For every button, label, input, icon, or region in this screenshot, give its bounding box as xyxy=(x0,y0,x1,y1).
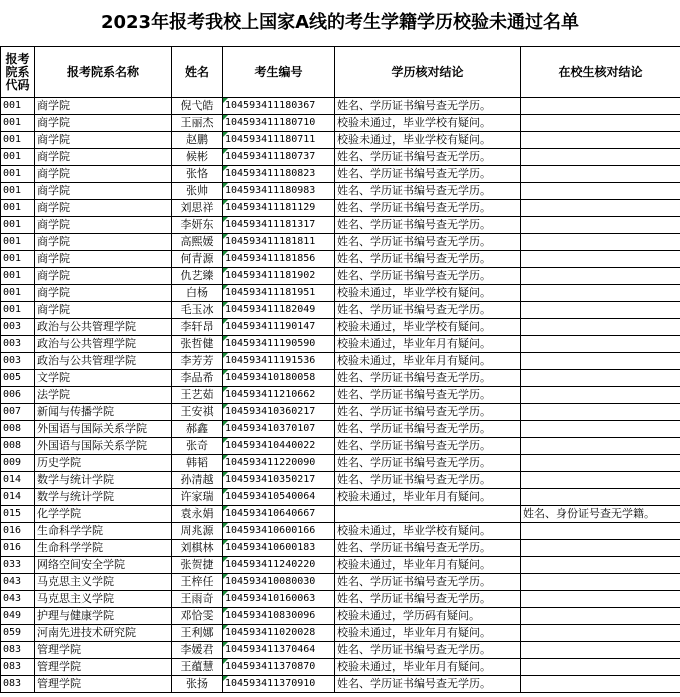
cell-edu-result[interactable]: 姓名、学历证书编号查无学历。 xyxy=(335,540,521,557)
table-row[interactable] xyxy=(1,676,680,693)
cell-school-result[interactable] xyxy=(521,200,680,217)
table-row[interactable] xyxy=(1,523,680,540)
cell-code[interactable]: 083 xyxy=(1,659,35,676)
cell-id[interactable]: 104593411180367 xyxy=(223,98,335,115)
cell-code[interactable]: 016 xyxy=(1,523,35,540)
cell-college[interactable]: 商学院 xyxy=(35,234,172,251)
cell-id[interactable]: 104593411180710 xyxy=(223,115,335,132)
cell-school-result[interactable] xyxy=(521,608,680,625)
cell-code[interactable]: 001 xyxy=(1,200,35,217)
table-row[interactable] xyxy=(1,591,680,608)
cell-school-result[interactable] xyxy=(521,574,680,591)
cell-name[interactable]: 倪弋皓 xyxy=(172,98,223,115)
cell-college[interactable]: 商学院 xyxy=(35,302,172,319)
cell-id[interactable]: 104593411180823 xyxy=(223,166,335,183)
table-row[interactable] xyxy=(1,540,680,557)
cell-school-result[interactable]: 姓名、身份证号查无学籍。 xyxy=(521,506,680,523)
cell-name[interactable]: 李妍东 xyxy=(172,217,223,234)
cell-code[interactable]: 001 xyxy=(1,268,35,285)
cell-school-result[interactable] xyxy=(521,370,680,387)
cell-college[interactable]: 商学院 xyxy=(35,132,172,149)
cell-college[interactable]: 外国语与国际关系学院 xyxy=(35,438,172,455)
cell-id[interactable]: 104593411370870 xyxy=(223,659,335,676)
cell-name[interactable]: 赵鹏 xyxy=(172,132,223,149)
cell-id[interactable]: 104593411020028 xyxy=(223,625,335,642)
cell-college[interactable]: 商学院 xyxy=(35,115,172,132)
cell-college[interactable]: 商学院 xyxy=(35,251,172,268)
cell-id[interactable]: 104593410600183 xyxy=(223,540,335,557)
cell-college[interactable]: 政治与公共管理学院 xyxy=(35,353,172,370)
cell-edu-result[interactable]: 校验未通过，毕业学校有疑问。 xyxy=(335,115,521,132)
cell-edu-result[interactable]: 姓名、学历证书编号查无学历。 xyxy=(335,642,521,659)
cell-edu-result[interactable]: 姓名、学历证书编号查无学历。 xyxy=(335,200,521,217)
cell-school-result[interactable] xyxy=(521,472,680,489)
cell-school-result[interactable] xyxy=(521,642,680,659)
cell-name[interactable]: 张帅 xyxy=(172,183,223,200)
cell-college[interactable]: 商学院 xyxy=(35,217,172,234)
cell-id[interactable]: 104593411180711 xyxy=(223,132,335,149)
cell-name[interactable]: 张奇 xyxy=(172,438,223,455)
cell-school-result[interactable] xyxy=(521,319,680,336)
cell-code[interactable]: 043 xyxy=(1,591,35,608)
cell-college[interactable]: 法学院 xyxy=(35,387,172,404)
table-row[interactable] xyxy=(1,336,680,353)
table-row[interactable] xyxy=(1,234,680,251)
table-row[interactable] xyxy=(1,387,680,404)
table-row[interactable] xyxy=(1,251,680,268)
table-row[interactable] xyxy=(1,98,680,115)
cell-code[interactable]: 001 xyxy=(1,285,35,302)
cell-name[interactable]: 王利娜 xyxy=(172,625,223,642)
table-row[interactable] xyxy=(1,166,680,183)
cell-code[interactable]: 033 xyxy=(1,557,35,574)
header-id: 考生编号 xyxy=(223,47,335,98)
cell-edu-result[interactable]: 姓名、学历证书编号查无学历。 xyxy=(335,574,521,591)
cell-code[interactable]: 014 xyxy=(1,472,35,489)
cell-id[interactable]: 104593411181856 xyxy=(223,251,335,268)
cell-college[interactable]: 数学与统计学院 xyxy=(35,472,172,489)
cell-edu-result[interactable]: 校验未通过，毕业年月有疑问。 xyxy=(335,489,521,506)
cell-code[interactable]: 001 xyxy=(1,132,35,149)
cell-code[interactable]: 001 xyxy=(1,302,35,319)
cell-name[interactable]: 王安祺 xyxy=(172,404,223,421)
cell-school-result[interactable] xyxy=(521,676,680,693)
cell-college[interactable]: 商学院 xyxy=(35,149,172,166)
cell-school-result[interactable] xyxy=(521,268,680,285)
cell-school-result[interactable] xyxy=(521,183,680,200)
cell-edu-result[interactable]: 姓名、学历证书编号查无学历。 xyxy=(335,268,521,285)
cell-id[interactable]: 104593411191536 xyxy=(223,353,335,370)
cell-edu-result[interactable]: 姓名、学历证书编号查无学历。 xyxy=(335,676,521,693)
cell-edu-result[interactable] xyxy=(335,506,521,523)
cell-school-result[interactable] xyxy=(521,557,680,574)
cell-edu-result[interactable]: 校验未通过，毕业学校有疑问。 xyxy=(335,285,521,302)
cell-code[interactable]: 005 xyxy=(1,370,35,387)
cell-name[interactable]: 毛玉冰 xyxy=(172,302,223,319)
cell-id[interactable]: 104593411181902 xyxy=(223,268,335,285)
cell-code[interactable]: 003 xyxy=(1,353,35,370)
cell-id[interactable]: 104593410540064 xyxy=(223,489,335,506)
cell-name[interactable]: 韩韬 xyxy=(172,455,223,472)
cell-name[interactable]: 许家瑞 xyxy=(172,489,223,506)
table-row[interactable] xyxy=(1,438,680,455)
cell-id[interactable]: 104593411181951 xyxy=(223,285,335,302)
table-header-row xyxy=(1,47,680,98)
table-row[interactable] xyxy=(1,642,680,659)
cell-edu-result[interactable]: 校验未通过，毕业学校有疑问。 xyxy=(335,319,521,336)
cell-code[interactable]: 006 xyxy=(1,387,35,404)
cell-school-result[interactable] xyxy=(521,523,680,540)
cell-name[interactable]: 高熙媛 xyxy=(172,234,223,251)
cell-code[interactable]: 083 xyxy=(1,642,35,659)
cell-edu-result[interactable]: 姓名、学历证书编号查无学历。 xyxy=(335,302,521,319)
cell-college[interactable]: 马克思主义学院 xyxy=(35,574,172,591)
cell-school-result[interactable] xyxy=(521,404,680,421)
cell-college[interactable]: 网络空间安全学院 xyxy=(35,557,172,574)
table-row[interactable] xyxy=(1,302,680,319)
cell-name[interactable]: 李品希 xyxy=(172,370,223,387)
cell-id[interactable]: 104593411370464 xyxy=(223,642,335,659)
table-row[interactable] xyxy=(1,506,680,523)
cell-edu-result[interactable]: 姓名、学历证书编号查无学历。 xyxy=(335,166,521,183)
table-body xyxy=(1,98,680,693)
cell-college[interactable]: 护理与健康学院 xyxy=(35,608,172,625)
cell-edu-result[interactable]: 姓名、学历证书编号查无学历。 xyxy=(335,149,521,166)
cell-college[interactable]: 外国语与国际关系学院 xyxy=(35,421,172,438)
cell-name[interactable]: 张哲健 xyxy=(172,336,223,353)
cell-id[interactable]: 104593410350217 xyxy=(223,472,335,489)
table-row[interactable] xyxy=(1,625,680,642)
cell-edu-result[interactable]: 姓名、学历证书编号查无学历。 xyxy=(335,591,521,608)
cell-school-result[interactable] xyxy=(521,625,680,642)
cell-id[interactable]: 104593410440022 xyxy=(223,438,335,455)
table-row[interactable] xyxy=(1,455,680,472)
cell-code[interactable]: 014 xyxy=(1,489,35,506)
cell-name[interactable]: 李媛君 xyxy=(172,642,223,659)
cell-code[interactable]: 003 xyxy=(1,336,35,353)
cell-code[interactable]: 001 xyxy=(1,149,35,166)
cell-name[interactable]: 刘思祥 xyxy=(172,200,223,217)
cell-id[interactable]: 104593411181129 xyxy=(223,200,335,217)
table-row[interactable] xyxy=(1,268,680,285)
cell-college[interactable]: 管理学院 xyxy=(35,642,172,659)
cell-id[interactable]: 104593411370910 xyxy=(223,676,335,693)
table-row[interactable] xyxy=(1,370,680,387)
cell-id[interactable]: 104593411190590 xyxy=(223,336,335,353)
table-row[interactable] xyxy=(1,608,680,625)
cell-id[interactable]: 104593411180737 xyxy=(223,149,335,166)
cell-college[interactable]: 政治与公共管理学院 xyxy=(35,336,172,353)
cell-code[interactable]: 001 xyxy=(1,115,35,132)
cell-name[interactable]: 王雨奇 xyxy=(172,591,223,608)
table-row[interactable] xyxy=(1,404,680,421)
cell-college[interactable]: 商学院 xyxy=(35,166,172,183)
cell-college[interactable]: 生命科学学院 xyxy=(35,540,172,557)
cell-id[interactable]: 104593410370107 xyxy=(223,421,335,438)
cell-name[interactable]: 郝鑫 xyxy=(172,421,223,438)
cell-id[interactable]: 104593411240220 xyxy=(223,557,335,574)
cell-edu-result[interactable]: 校验未通过，毕业年月有疑问。 xyxy=(335,336,521,353)
cell-id[interactable]: 104593410160063 xyxy=(223,591,335,608)
cell-id[interactable]: 104593411182049 xyxy=(223,302,335,319)
cell-name[interactable]: 王蕴慧 xyxy=(172,659,223,676)
cell-edu-result[interactable]: 姓名、学历证书编号查无学历。 xyxy=(335,387,521,404)
cell-id[interactable]: 104593410180058 xyxy=(223,370,335,387)
cell-id[interactable]: 104593410600166 xyxy=(223,523,335,540)
cell-id[interactable]: 104593411181811 xyxy=(223,234,335,251)
table-row[interactable] xyxy=(1,285,680,302)
cell-edu-result[interactable]: 姓名、学历证书编号查无学历。 xyxy=(335,251,521,268)
cell-college[interactable]: 生命科学学院 xyxy=(35,523,172,540)
cell-college[interactable]: 商学院 xyxy=(35,200,172,217)
cell-code[interactable]: 001 xyxy=(1,166,35,183)
table-row[interactable] xyxy=(1,115,680,132)
cell-school-result[interactable] xyxy=(521,251,680,268)
table-row[interactable] xyxy=(1,659,680,676)
cell-college[interactable]: 马克思主义学院 xyxy=(35,591,172,608)
cell-school-result[interactable] xyxy=(521,302,680,319)
cell-name[interactable]: 李芳芳 xyxy=(172,353,223,370)
cell-name[interactable]: 何青源 xyxy=(172,251,223,268)
table-row[interactable] xyxy=(1,489,680,506)
cell-code[interactable]: 015 xyxy=(1,506,35,523)
cell-school-result[interactable] xyxy=(521,115,680,132)
cell-name[interactable]: 袁永娟 xyxy=(172,506,223,523)
header-code: 报考院系代码 xyxy=(1,47,35,98)
cell-school-result[interactable] xyxy=(521,421,680,438)
table-row[interactable] xyxy=(1,149,680,166)
cell-name[interactable]: 白杨 xyxy=(172,285,223,302)
cell-college[interactable]: 商学院 xyxy=(35,98,172,115)
cell-name[interactable]: 王丽杰 xyxy=(172,115,223,132)
cell-id[interactable]: 104593411181317 xyxy=(223,217,335,234)
cell-school-result[interactable] xyxy=(521,217,680,234)
cell-edu-result[interactable]: 姓名、学历证书编号查无学历。 xyxy=(335,472,521,489)
page-title: 2023年报考我校上国家A线的考生学籍学历校验未通过名单 xyxy=(100,12,580,33)
cell-college[interactable]: 河南先进技术研究院 xyxy=(35,625,172,642)
result-table xyxy=(0,46,680,693)
cell-code[interactable]: 043 xyxy=(1,574,35,591)
cell-edu-result[interactable]: 姓名、学历证书编号查无学历。 xyxy=(335,234,521,251)
cell-id[interactable]: 104593411220090 xyxy=(223,455,335,472)
cell-name[interactable]: 刘棋林 xyxy=(172,540,223,557)
cell-school-result[interactable] xyxy=(521,438,680,455)
cell-school-result[interactable] xyxy=(521,540,680,557)
cell-school-result[interactable] xyxy=(521,166,680,183)
table-row[interactable] xyxy=(1,472,680,489)
cell-code[interactable]: 008 xyxy=(1,421,35,438)
cell-edu-result[interactable]: 姓名、学历证书编号查无学历。 xyxy=(335,98,521,115)
cell-name[interactable]: 张恪 xyxy=(172,166,223,183)
cell-code[interactable]: 007 xyxy=(1,404,35,421)
cell-edu-result[interactable]: 校验未通过，学历码有疑问。 xyxy=(335,608,521,625)
cell-college[interactable]: 文学院 xyxy=(35,370,172,387)
cell-school-result[interactable] xyxy=(521,98,680,115)
cell-code[interactable]: 016 xyxy=(1,540,35,557)
table-row[interactable] xyxy=(1,353,680,370)
table-row[interactable] xyxy=(1,200,680,217)
cell-id[interactable]: 104593410830096 xyxy=(223,608,335,625)
cell-edu-result[interactable]: 姓名、学历证书编号查无学历。 xyxy=(335,217,521,234)
cell-id[interactable]: 104593410640667 xyxy=(223,506,335,523)
table-row[interactable] xyxy=(1,574,680,591)
cell-name[interactable]: 周兆源 xyxy=(172,523,223,540)
table-row[interactable] xyxy=(1,557,680,574)
cell-id[interactable]: 104593411210662 xyxy=(223,387,335,404)
table-row[interactable] xyxy=(1,183,680,200)
cell-name[interactable]: 王艺茹 xyxy=(172,387,223,404)
cell-name[interactable]: 候彬 xyxy=(172,149,223,166)
cell-college[interactable]: 化学学院 xyxy=(35,506,172,523)
cell-college[interactable]: 商学院 xyxy=(35,285,172,302)
cell-name[interactable]: 张贺捷 xyxy=(172,557,223,574)
cell-code[interactable]: 059 xyxy=(1,625,35,642)
cell-school-result[interactable] xyxy=(521,336,680,353)
table-row[interactable] xyxy=(1,132,680,149)
header-college: 报考院系名称 xyxy=(35,47,172,98)
cell-school-result[interactable] xyxy=(521,353,680,370)
cell-code[interactable]: 009 xyxy=(1,455,35,472)
cell-code[interactable]: 001 xyxy=(1,98,35,115)
cell-edu-result[interactable]: 校验未通过，毕业年月有疑问。 xyxy=(335,625,521,642)
cell-code[interactable]: 003 xyxy=(1,319,35,336)
cell-id[interactable]: 104593411180983 xyxy=(223,183,335,200)
cell-id[interactable]: 104593411190147 xyxy=(223,319,335,336)
cell-code[interactable]: 008 xyxy=(1,438,35,455)
cell-edu-result[interactable]: 姓名、学历证书编号查无学历。 xyxy=(335,455,521,472)
cell-id[interactable]: 104593410080030 xyxy=(223,574,335,591)
cell-school-result[interactable] xyxy=(521,149,680,166)
cell-college[interactable]: 管理学院 xyxy=(35,659,172,676)
cell-school-result[interactable] xyxy=(521,659,680,676)
cell-college[interactable]: 商学院 xyxy=(35,268,172,285)
table-row[interactable] xyxy=(1,421,680,438)
cell-college[interactable]: 政治与公共管理学院 xyxy=(35,319,172,336)
cell-id[interactable]: 104593410360217 xyxy=(223,404,335,421)
cell-name[interactable]: 李轩昂 xyxy=(172,319,223,336)
cell-name[interactable]: 邓恰雯 xyxy=(172,608,223,625)
cell-edu-result[interactable]: 校验未通过，毕业年月有疑问。 xyxy=(335,353,521,370)
cell-college[interactable]: 新闻与传播学院 xyxy=(35,404,172,421)
cell-code[interactable]: 001 xyxy=(1,217,35,234)
cell-name[interactable]: 王梓任 xyxy=(172,574,223,591)
cell-name[interactable]: 孙清越 xyxy=(172,472,223,489)
header-school-result: 在校生核对结论 xyxy=(521,47,680,98)
cell-edu-result[interactable]: 姓名、学历证书编号查无学历。 xyxy=(335,438,521,455)
cell-code[interactable]: 083 xyxy=(1,676,35,693)
cell-name[interactable]: 张扬 xyxy=(172,676,223,693)
cell-school-result[interactable] xyxy=(521,489,680,506)
cell-code[interactable]: 001 xyxy=(1,234,35,251)
cell-school-result[interactable] xyxy=(521,591,680,608)
cell-school-result[interactable] xyxy=(521,234,680,251)
cell-edu-result[interactable]: 姓名、学历证书编号查无学历。 xyxy=(335,370,521,387)
cell-edu-result[interactable]: 校验未通过，毕业学校有疑问。 xyxy=(335,523,521,540)
cell-college[interactable]: 商学院 xyxy=(35,183,172,200)
cell-edu-result[interactable]: 校验未通过，毕业年月有疑问。 xyxy=(335,557,521,574)
table-row[interactable] xyxy=(1,217,680,234)
cell-school-result[interactable] xyxy=(521,387,680,404)
cell-school-result[interactable] xyxy=(521,285,680,302)
cell-code[interactable]: 001 xyxy=(1,251,35,268)
cell-edu-result[interactable]: 校验未通过，毕业学校有疑问。 xyxy=(335,132,521,149)
cell-edu-result[interactable]: 校验未通过，毕业年月有疑问。 xyxy=(335,659,521,676)
cell-code[interactable]: 049 xyxy=(1,608,35,625)
cell-edu-result[interactable]: 姓名、学历证书编号查无学历。 xyxy=(335,421,521,438)
header-edu-result: 学历核对结论 xyxy=(335,47,521,98)
cell-name[interactable]: 仇艺臻 xyxy=(172,268,223,285)
cell-school-result[interactable] xyxy=(521,455,680,472)
cell-code[interactable]: 001 xyxy=(1,183,35,200)
header-name: 姓名 xyxy=(172,47,223,98)
cell-college[interactable]: 管理学院 xyxy=(35,676,172,693)
table-row[interactable] xyxy=(1,319,680,336)
cell-edu-result[interactable]: 姓名、学历证书编号查无学历。 xyxy=(335,183,521,200)
cell-college[interactable]: 数学与统计学院 xyxy=(35,489,172,506)
cell-school-result[interactable] xyxy=(521,132,680,149)
cell-college[interactable]: 历史学院 xyxy=(35,455,172,472)
cell-edu-result[interactable]: 姓名、学历证书编号查无学历。 xyxy=(335,404,521,421)
